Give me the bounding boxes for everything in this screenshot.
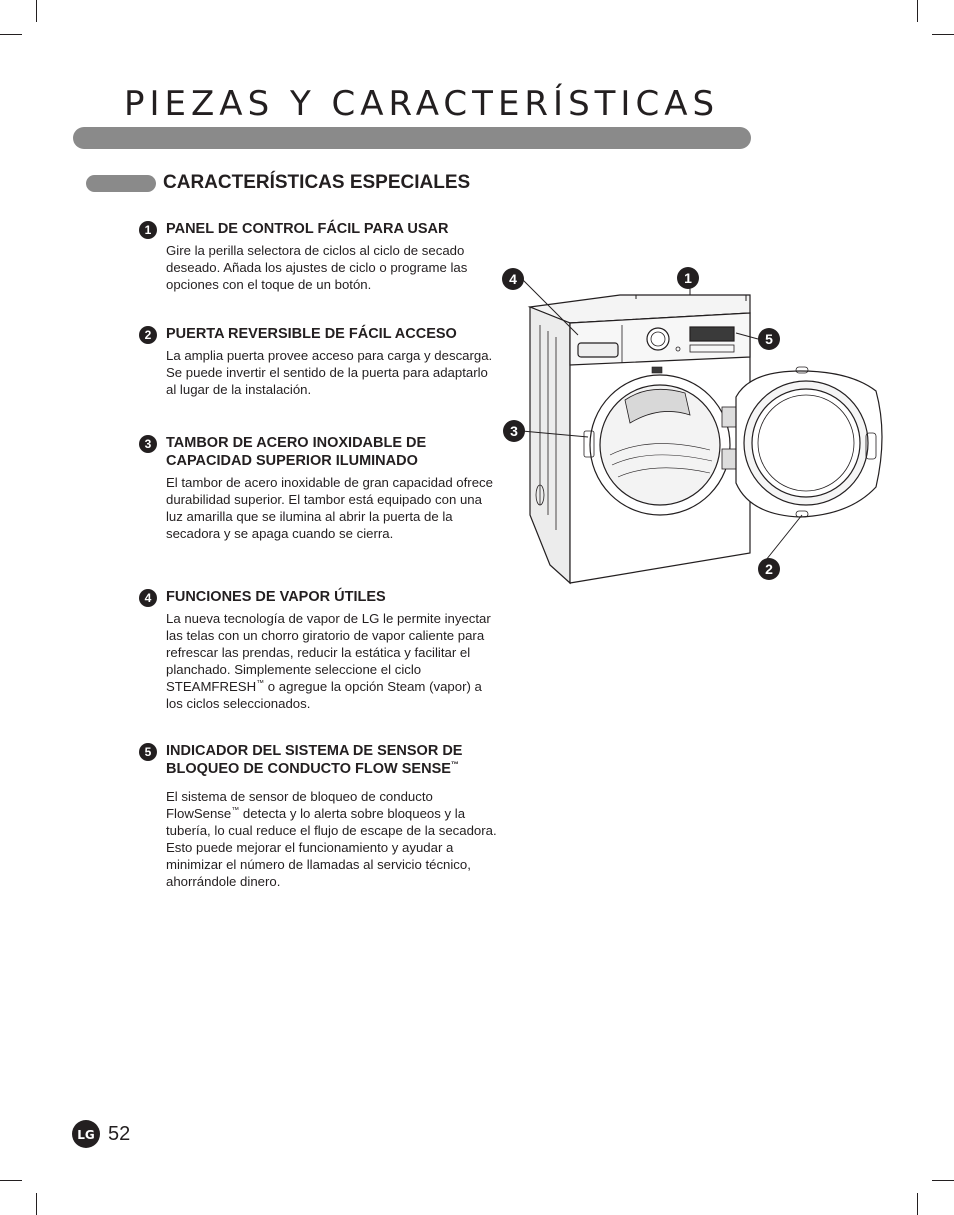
crop-mark: [932, 34, 954, 35]
callout-badge-1: 1: [677, 267, 699, 289]
feature-item-3: [139, 434, 499, 542]
feature-description: El tambor de acero inoxidable de gran capacidad ofrece durabilidad superior. El tambor está equipado con una luz amarilla que se ilumina al abrir la puerta de la secadora y se apaga cuando se cierra.: [166, 475, 493, 541]
trademark-symbol: ™: [450, 760, 459, 770]
feature-description: [166, 788, 499, 890]
section-marker: [86, 175, 156, 192]
feature-item-4: [139, 588, 499, 712]
feature-heading: PUERTA REVERSIBLE DE FÁCIL ACCESO: [166, 326, 457, 342]
trademark-symbol: ™: [231, 805, 240, 815]
feature-description: Gire la perilla selectora de ciclos al ciclo de secado deseado. Añada los ajustes de ciclo o programe las opciones con el toque de un botón.: [166, 243, 468, 292]
feature-text: La nueva tecnología de vapor de LG le permite inyectar las telas con un chorro giratorio de vapor caliente para refrescar las prendas, reducir la estática y facilitar el planchado. Simplemente seleccione el ciclo STEAMFRESH: [166, 611, 491, 694]
callout-badge-4: 4: [502, 268, 524, 290]
feature-text: detecta y lo alerta sobre bloqueos y la tubería, lo cual reduce el flujo de escape de la secadora. Esto puede mejorar el funcionamiento y ayudar a minimizar el número de llamadas al servicio técnico, ahorrándole dinero.: [166, 806, 497, 889]
feature-number-badge: 3: [139, 435, 157, 453]
title-divider-bar: [73, 127, 751, 149]
feature-description: La amplia puerta provee acceso para carga y descarga. Se puede invertir el sentido de la puerta para adaptarlo al lugar de la instalación.: [166, 348, 493, 397]
crop-mark: [0, 34, 22, 35]
crop-mark: [917, 0, 918, 22]
dryer-drawing: [500, 265, 890, 595]
callout-badge-2: 2: [758, 558, 780, 580]
crop-mark: [932, 1180, 954, 1181]
feature-item-2: [139, 325, 499, 398]
crop-mark: [36, 1193, 37, 1215]
feature-description: [166, 610, 499, 712]
feature-text: o agregue la opción Steam (vapor) a los ciclos seleccionados.: [166, 679, 482, 711]
feature-number-badge: 4: [139, 589, 157, 607]
feature-heading: FUNCIONES DE VAPOR ÚTILES: [166, 589, 386, 605]
callout-badge-3: 3: [503, 420, 525, 442]
dryer-illustration: [500, 265, 890, 600]
feature-heading-text: INDICADOR DEL SISTEMA DE SENSOR DE BLOQUEO DE CONDUCTO FLOW SENSE: [166, 743, 463, 777]
crop-mark: [0, 1180, 22, 1181]
page-number: 52: [108, 1123, 131, 1145]
lg-logo-text: LG: [77, 1128, 95, 1142]
feature-number-badge: 1: [139, 221, 157, 239]
callout-badge-5: 5: [758, 328, 780, 350]
section-title: CARACTERÍSTICAS ESPECIALES: [163, 172, 471, 193]
feature-number-badge: 5: [139, 743, 157, 761]
lg-logo: [71, 1119, 101, 1149]
crop-mark: [917, 1193, 918, 1215]
feature-item-1: [139, 220, 499, 293]
feature-heading: TAMBOR DE ACERO INOXIDABLE DE CAPACIDAD SUPERIOR ILUMINADO: [166, 435, 427, 469]
trademark-symbol: ™: [256, 678, 265, 688]
crop-mark: [36, 0, 37, 22]
feature-heading: PANEL DE CONTROL FÁCIL PARA USAR: [166, 221, 449, 237]
page-title: PIEZAS Y CARACTERÍSTICAS: [124, 84, 720, 124]
feature-heading: [166, 742, 486, 778]
feature-number-badge: 2: [139, 326, 157, 344]
feature-text: El sistema de sensor de bloqueo de conducto FlowSense: [166, 789, 433, 821]
feature-item-5: [139, 742, 499, 890]
